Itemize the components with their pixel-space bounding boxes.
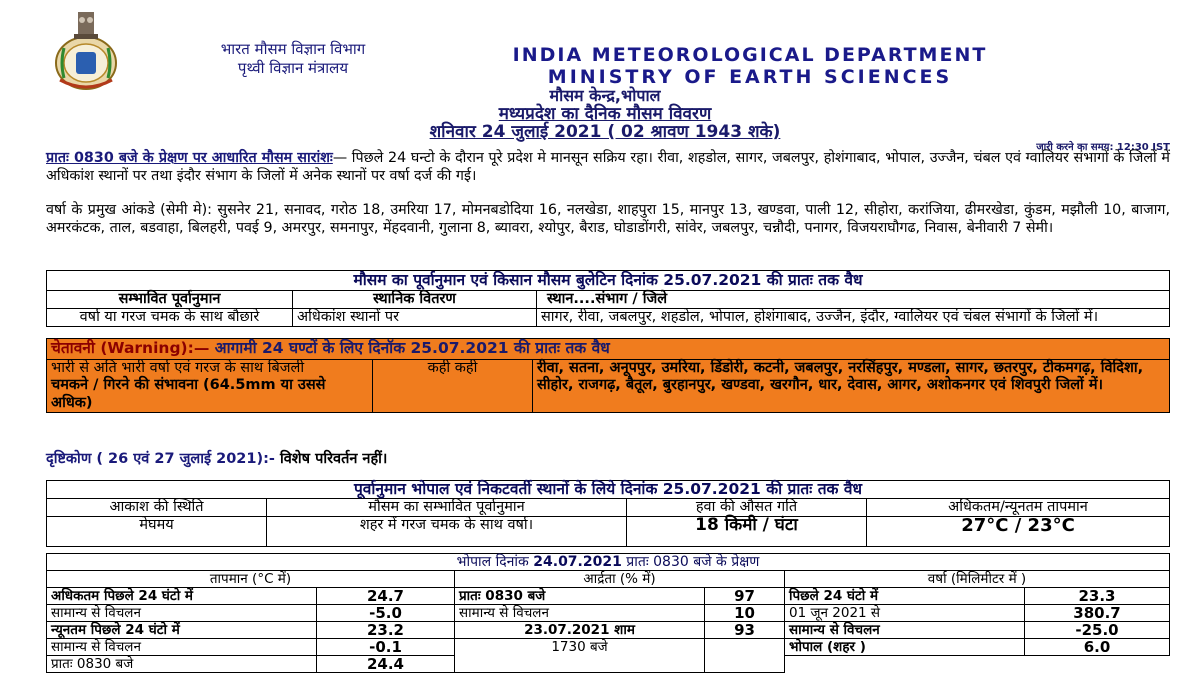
obs-rain-label-2: सामान्य से विचलन xyxy=(785,622,1025,639)
obs-rain-label-1: 01 जून 2021 से xyxy=(785,605,1025,622)
warning-distribution: कही कही xyxy=(373,359,533,413)
hindi-organisation xyxy=(168,40,418,78)
english-organisation xyxy=(440,44,1060,88)
bhopal-temp: 27°C / 23°C xyxy=(867,517,1170,547)
hindi-org-line1: भारत मौसम विज्ञान विभाग xyxy=(220,40,366,58)
obs-hum-label-2: 23.07.2021 शाम xyxy=(455,622,705,639)
obs-hum-value-1: 10 xyxy=(705,605,785,622)
obs-h-humidity: आर्द्रता (% में) xyxy=(455,571,785,588)
hindi-org-line2: पृथ्वी विज्ञान मंत्रालय xyxy=(237,59,349,77)
obs-h-rain: वर्षा (मिलिमीटर में ) xyxy=(785,571,1170,588)
weather-summary xyxy=(46,150,1170,185)
forecast-col-expected: सम्भावित पूर्वानुमान xyxy=(47,291,293,309)
obs-temp-value-1: -5.0 xyxy=(317,605,455,622)
forecast-col-places: स्थान....संभाग / जिले xyxy=(537,291,1170,309)
report-title: मध्यप्रदेश का दैनिक मौसम विवरण xyxy=(498,104,712,124)
rainfall-figures: वर्षा के प्रमुख आंकडे (सेमी मे): सुसनेर 21, सनावद, गरोठ 18, उमरिया 17, मोमनबडोदिया 16, नलखेडा, शाहपुरा 15, मानपुर 13, खण्डवा, पाली 12, सीहोरा, करांजिया, ढीमरखेडा, कुंडम, मझौली 10, बाजाग, अमरकंटक, ताल, बडवाहा, बिलहरी, पवई 9, अमरपुर, समनापुर, मेंहदवानी, गुलाना 8, ब्यावरा, श्योपुर, बैराड, घोडाडोंगरी, सांवेर, जबलपुर, चन्नौदी, पनागर, विजयराघौगढ, निवास, बेनीवारी 7 सेमी। xyxy=(46,202,1170,236)
obs-temp-label-2: न्यूनतम पिछले 24 घंटो में xyxy=(47,622,317,639)
bhopal-h-sky: आकाश की स्थिति xyxy=(47,499,267,517)
observation-band-suffix: प्रातः 0830 बजे के प्रेक्षण xyxy=(626,554,760,570)
bhopal-h-weather: मौसम का सम्भावित पूर्वानुमान xyxy=(267,499,627,517)
report-date: शनिवार 24 जुलाई 2021 ( 02 श्रावण 1943 शके) xyxy=(429,122,781,142)
observation-band-date: 24.07.2021 xyxy=(533,554,622,570)
summary-lead: प्रातः 0830 बजे के प्रेक्षण पर आधारित मौसम सारांशः xyxy=(46,150,333,166)
obs-temp-label-4: प्रातः 0830 बजे xyxy=(47,656,317,673)
bhopal-h-wind: हवा की औसत गति xyxy=(627,499,867,517)
observation-band-prefix: भोपाल दिनांक xyxy=(456,554,529,570)
obs-temp-value-4: 24.4 xyxy=(317,656,455,673)
summary-text: — पिछले 24 घन्टो के दौरान पूरे प्रदेश मे मानसून सक्रिय रहा। रीवा, शहडोल, सागर, जबलपुर, होशंगाबाद, भोपाल, उज्जैन, चंबल एवं ग्वालियर संभागों के जिलों में अधिकांश स्थानों पर तथा इंदौर संभाग के जिलों में अनेक स्थानों पर वर्षा दर्ज की गई। xyxy=(46,150,1170,184)
observation-band xyxy=(47,554,1170,571)
obs-temp-label-3: सामान्य से विचलन xyxy=(47,639,317,656)
bhopal-forecast-band: पूर्वानुमान भोपाल एवं निकटवर्ती स्थानों के लिये दिनांक 25.07.2021 की प्रातः तक वैध xyxy=(47,481,1170,499)
obs-rain-value-3: 6.0 xyxy=(1025,639,1170,656)
imd-emblem-icon xyxy=(46,8,156,98)
outlook-label: दृष्टिकोण ( 26 एवं 27 जुलाई 2021):- xyxy=(46,451,275,467)
forecast-col-distribution: स्थानिक वितरण xyxy=(293,291,537,309)
centre-name: मौसम केन्द्र,भोपाल xyxy=(549,86,661,105)
obs-rain-value-0: 23.3 xyxy=(1025,588,1170,605)
warning-type-line2: चमकने / गिरने की संभावना (64.5mm या उससे अधिक) xyxy=(51,377,326,411)
forecast-places: सागर, रीवा, जबलपुर, शहडोल, भोपाल, होशंगाबाद, उज्जैन, इंदौर, ग्वालियर एवं चंबल संभागों के जिलों में। xyxy=(537,309,1170,327)
obs-rain-label-0: पिछले 24 घंटो में xyxy=(785,588,1025,605)
warning-places: रीवा, सतना, अनूपपुर, उमरिया, डिंडोरी, कटनी, जबलपुर, नरसिंहपुर, मण्डला, सागर, छतरपुर, टीकमगढ़, विदिशा, सीहोर, राजगढ़, बैतूल, बुरहानपुर, खण्डवा, खरगौन, धार, देवास, आगर, अशोकनगर एवं शिवपुरी जिलों में। xyxy=(533,359,1170,413)
warning-table xyxy=(46,338,1170,413)
warning-label: चेतावनी (Warning):— xyxy=(51,339,210,357)
bhopal-sky: मेघमय xyxy=(47,517,267,547)
bhopal-h-temp: अधिकतम/न्यूनतम तापमान xyxy=(867,499,1170,517)
obs-temp-label-1: सामान्य से विचलन xyxy=(47,605,317,622)
obs-hum-value-3 xyxy=(705,639,785,673)
forecast-table xyxy=(46,270,1170,327)
bhopal-forecast-table xyxy=(46,480,1170,547)
outlook xyxy=(46,448,387,468)
obs-temp-label-0: अधिकतम पिछले 24 घंटो में xyxy=(47,588,317,605)
eng-org-line1: INDIA METEOROLOGICAL DEPARTMENT xyxy=(512,44,988,66)
obs-temp-value-3: -0.1 xyxy=(317,639,455,656)
obs-hum-value-0: 97 xyxy=(705,588,785,605)
obs-temp-value-2: 23.2 xyxy=(317,622,455,639)
obs-hum-label-0: प्रातः 0830 बजे xyxy=(455,588,705,605)
report-header xyxy=(0,0,1200,153)
forecast-distribution: अधिकांश स्थानों पर xyxy=(293,309,537,327)
warning-band-text: आगामी 24 घण्टों के लिए दिनॉक 25.07.2021 की प्रातः तक वैध xyxy=(214,339,610,357)
obs-rain-empty xyxy=(785,656,1170,673)
forecast-band: मौसम का पूर्वानुमान एवं किसान मौसम बुलेटिन दिनांक 25.07.2021 की प्रातः तक वैध xyxy=(47,271,1170,291)
bhopal-weather: शहर में गरज चमक के साथ वर्षा। xyxy=(267,517,627,547)
obs-temp-value-0: 24.7 xyxy=(317,588,455,605)
forecast-expected: वर्षा या गरज चमक के साथ बौछारे xyxy=(47,309,293,327)
bhopal-wind: 18 किमी / घंटा xyxy=(627,517,867,547)
obs-hum-label-1: सामान्य से विचलन xyxy=(455,605,705,622)
obs-hum-value-2: 93 xyxy=(705,622,785,639)
obs-h-temp: तापमान (°C में) xyxy=(47,571,455,588)
issue-time: जारी करने का समय: 12:30 IST xyxy=(1036,142,1170,153)
outlook-text: विशेष परिवर्तन नहीं। xyxy=(279,451,388,467)
observation-table xyxy=(46,553,1170,673)
warning-type xyxy=(47,359,373,413)
obs-hum-label-3: 1730 बजे xyxy=(455,639,705,673)
warning-type-line1: भारी से अति भारी वर्षा एवं गरज के साथ बिजली xyxy=(51,359,305,376)
warning-band xyxy=(47,339,1170,360)
obs-rain-value-2: -25.0 xyxy=(1025,622,1170,639)
obs-rain-label-3: भोपाल (शहर ) xyxy=(785,639,1025,656)
obs-rain-value-1: 380.7 xyxy=(1025,605,1170,622)
eng-org-line2: MINISTRY OF EARTH SCIENCES xyxy=(547,66,953,88)
